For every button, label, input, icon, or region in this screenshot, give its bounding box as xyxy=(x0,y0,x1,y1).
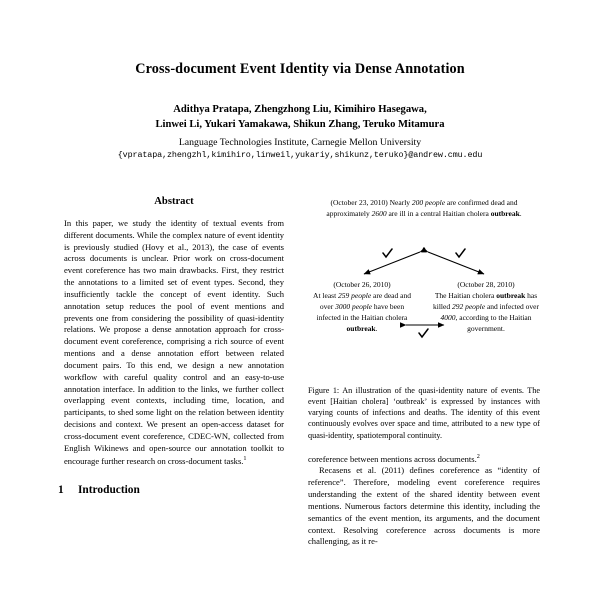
author-line-1: Adithya Pratapa, Zhengzhong Liu, Kimihiro Hasegawa, xyxy=(173,104,427,116)
node-left-seg1: At least xyxy=(313,290,339,300)
abstract-footnote-marker: 1 xyxy=(243,454,247,462)
author-line-2: Linwei Li, Yukari Yamakawa, Shikun Zhang, Teruko Mitamura xyxy=(155,119,445,131)
node-top-seg2: are confirmed dead and approximately xyxy=(326,198,518,218)
section-number: 1 xyxy=(58,484,64,497)
title-block xyxy=(0,0,600,160)
node-top-trigger: outbreak xyxy=(490,208,520,218)
node-top-end: . xyxy=(519,208,522,218)
section-title: Introduction xyxy=(78,484,140,497)
node-right-date: (October 28, 2010) xyxy=(457,280,515,289)
node-top-seg3: are ill in a central Haitian cholera xyxy=(386,208,491,218)
node-right-count1: 292 people xyxy=(451,301,486,311)
figure-node-right xyxy=(432,280,540,335)
node-right-seg4: , according to the Haitian government. xyxy=(455,312,532,333)
node-right-trigger: outbreak xyxy=(496,290,526,300)
node-left-seg3: have been infected in the Haitian cholera xyxy=(316,301,408,322)
abstract-paragraph: In this paper, we study the identity of textual events from different documents. While the complex nature of event identity is previously studied (Hovy et al., 2013), the case of events across documents is unclear. Prior work on cross-document event coreference has two main drawbacks. First, they restrict the annotations to a limited set of event types. Second, they insufficiently tackle the concept of event identity. Such annotation setup reduces the pool of event mentions and prevents one from considering the possibility of quasi-identity relations. We propose a dense annotation approach for cross-document event coreference, comprising a rich source of event mentions and a dense annotation effort between related document pairs. To this end, we design a new annotation workflow with careful quality control and an easy-to-use annotation interface. In addition to the links, we further collect overlapping event contexts, including time, location, and participants, to shed some light on the relation between identity decisions and context. We present an open-access dataset for cross-document event coreference, CDEC-WN, collected from English Wikinews and open-source our annotation toolkit to encourage further research on cross-document tasks. xyxy=(64,218,284,466)
affiliation: Language Technologies Institute, Carnegie Mellon University xyxy=(178,136,422,148)
node-left-trigger: outbreak xyxy=(346,323,376,333)
section-heading-introduction xyxy=(58,484,290,496)
author-emails: {vpratapa,zhengzhl,kimihiro,linweil,yukariy,shikunz,teruko}@andrew.cmu.edu xyxy=(117,149,483,160)
node-top-count1: 200 people xyxy=(411,198,446,207)
node-right-seg2: has killed xyxy=(432,290,538,311)
intro-paragraph: Recasens et al. (2011) defines coreference as “identity of reference”. Therefore, modeling event coreference requires understanding the extent of the shared identity between event mentions. Numerous factors determine this identity, including the semantics of the event mention, its arguments, and the document context. Resolving coreference across documents is more challenging, as it re- xyxy=(308,465,540,547)
figure-graphic xyxy=(308,196,540,381)
body-columns xyxy=(0,196,600,600)
right-footnote-marker: 2 xyxy=(476,452,480,460)
node-right-seg1: The Haitian cholera xyxy=(434,290,497,300)
node-top-count2: 2600 xyxy=(371,208,387,218)
figure-node-top xyxy=(324,198,524,220)
node-left-seg2: are dead and over xyxy=(319,290,411,311)
abstract-text xyxy=(58,218,290,467)
figure-1 xyxy=(308,196,540,441)
right-column xyxy=(308,196,540,600)
author-list xyxy=(0,102,600,132)
node-left-date: (October 26, 2010) xyxy=(333,280,391,289)
right-column-text xyxy=(308,453,540,548)
node-left-count1: 259 people xyxy=(338,290,372,300)
left-column xyxy=(58,196,290,600)
node-top-date: (October 23, 2010) xyxy=(330,198,388,207)
page-title: Cross-document Event Identity via Dense Annotation xyxy=(135,61,465,77)
continued-sentence xyxy=(308,453,540,466)
continued-line: coreference between mentions across documents. xyxy=(308,453,477,464)
node-left-count2: 3000 people xyxy=(335,301,372,311)
node-top-seg1: Nearly xyxy=(387,198,412,207)
abstract-heading: Abstract xyxy=(154,196,194,207)
figure-caption: Figure 1: An illustration of the quasi-identity nature of events. The event [Haitian cholera] ‘outbreak’ is expressed by instances with varying counts of infections and deaths. The identity of this event continuously evolves over space and time, attributed to a new type of quasi-identity, spatiotemporal continuity. xyxy=(308,386,540,440)
node-right-count2: 4000 xyxy=(440,312,456,322)
figure-node-left xyxy=(308,280,416,335)
node-left-end: . xyxy=(375,323,378,333)
node-right-seg3: and infected over xyxy=(485,301,540,311)
